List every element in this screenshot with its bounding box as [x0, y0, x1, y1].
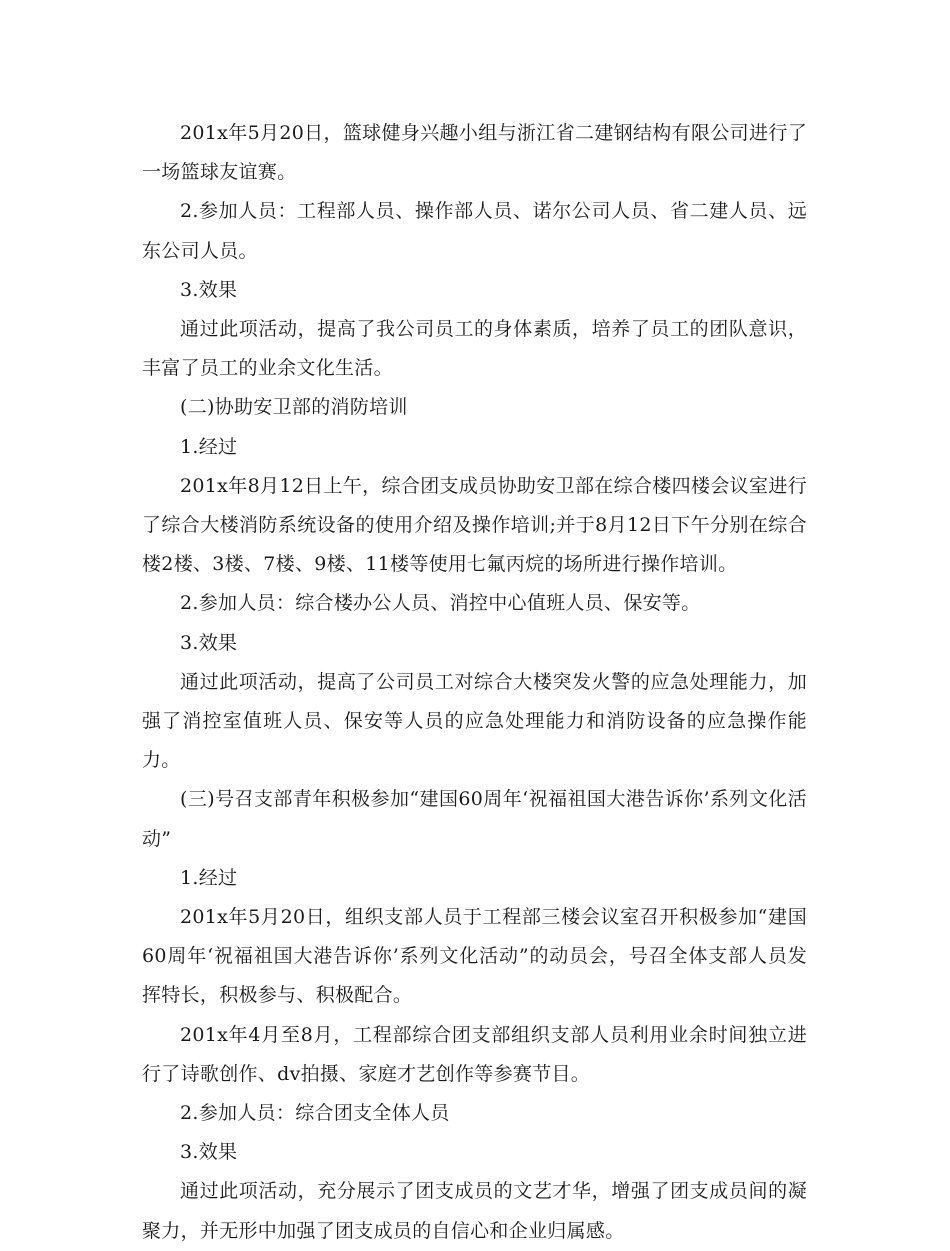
paragraph-fire-process: 201x年8月12日上午，综合团支成员协助安卫部在综合楼四楼会议室进行了综合大楼消防系统设备的使用介绍及操作培训;并于8月12日下午分别在综合楼2楼、3楼、7楼、9楼、11楼等使用七氟丙烷的场所进行操作培训。 — [142, 474, 807, 576]
document-body — [142, 114, 807, 1251]
paragraph-fire-effect-heading: 3.效果 — [180, 631, 238, 654]
paragraph-fire-process-heading: 1.经过 — [180, 435, 238, 458]
paragraph-fire-effect: 通过此项活动，提高了公司员工对综合大楼突发火警的应急处理能力，加强了消控室值班人员、保安等人员的应急处理能力和消防设备的应急操作能力。 — [142, 670, 807, 772]
paragraph-culture-programs: 201x年4月至8月，工程部综合团支部组织支部人员利用业余时间独立进行了诗歌创作、dv拍摄、家庭才艺创作等参赛节目。 — [142, 1023, 807, 1085]
paragraph-basketball-event: 201x年5月20日，篮球健身兴趣小组与浙江省二建钢结构有限公司进行了一场篮球友谊赛。 — [142, 122, 807, 184]
paragraph-basketball-effect: 通过此项活动，提高了我公司员工的身体素质，培养了员工的团队意识，丰富了员工的业余文化生活。 — [142, 318, 807, 380]
paragraph-culture-participants: 2.参加人员：综合团支全体人员 — [180, 1102, 450, 1125]
paragraph-culture-mobilization: 201x年5月20日，组织支部人员于工程部三楼会议室召开积极参加“建国60周年‘祝福祖国大港告诉你’系列文化活动”的动员会，号召全体支部人员发挥特长，积极参与、积极配合。 — [142, 906, 807, 1007]
paragraph-basketball-participants: 2.参加人员：工程部人员、操作部人员、诺尔公司人员、省二建人员、远东公司人员。 — [142, 200, 807, 262]
paragraph-culture-effect: 通过此项活动，充分展示了团支成员的文艺才华，增强了团支成员间的凝聚力，并无形中加强了团支成员的自信心和企业归属感。 — [142, 1180, 807, 1242]
paragraph-fire-participants: 2.参加人员：综合楼办公人员、消控中心值班人员、保安等。 — [180, 592, 701, 615]
paragraph-culture-process-heading: 1.经过 — [180, 866, 238, 889]
section-heading-fire-training: (二)协助安卫部的消防培训 — [180, 396, 408, 419]
paragraph-basketball-effect-heading: 3.效果 — [180, 278, 238, 301]
paragraph-culture-effect-heading: 3.效果 — [180, 1141, 238, 1164]
section-heading-culture-activity: (三)号召支部青年积极参加“建国60周年‘祝福祖国大港告诉你’系列文化活动” — [142, 788, 807, 850]
